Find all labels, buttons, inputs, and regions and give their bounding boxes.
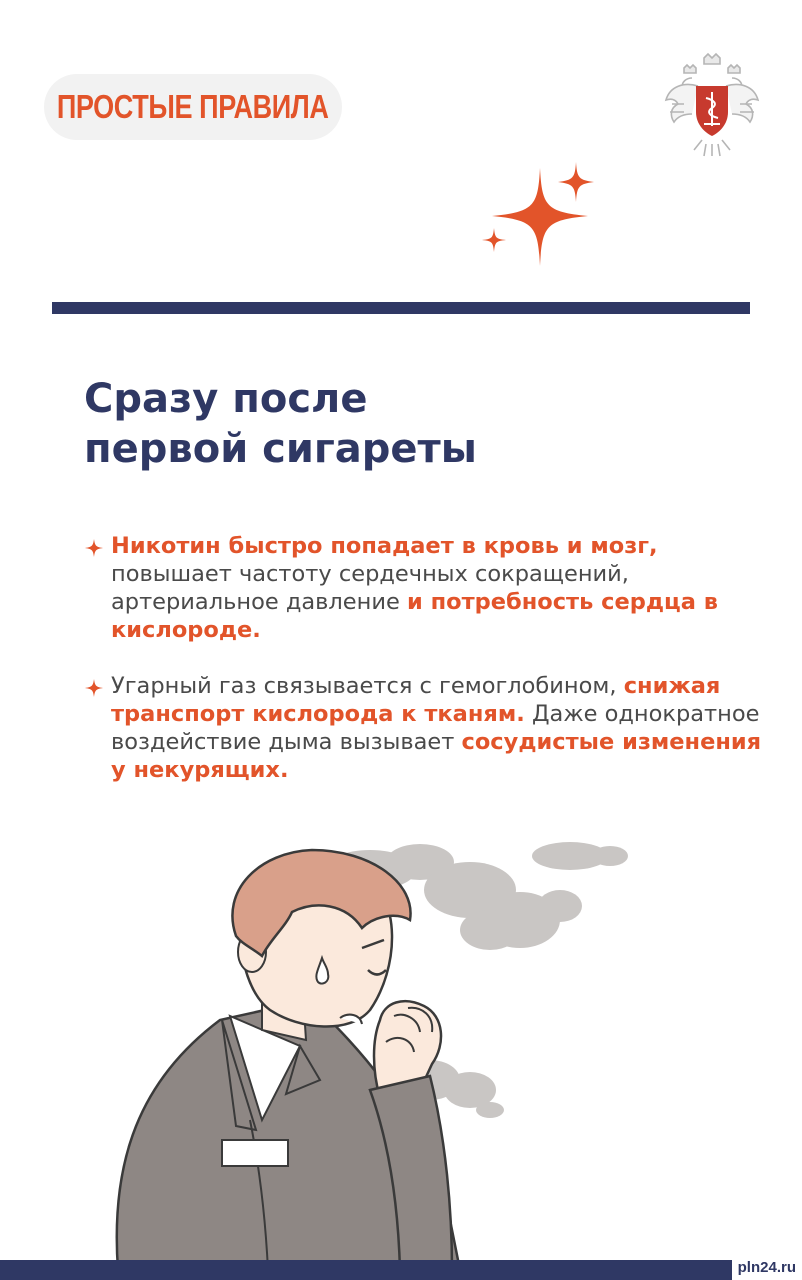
ministry-emblem-icon: [662, 52, 762, 158]
list-item: [84, 672, 764, 784]
highlight-text: Никотин быстро попадает в кровь и мозг,: [111, 533, 658, 559]
highlight-text: снижая транспорт кислорода к тканям.: [111, 673, 721, 727]
category-badge: [44, 74, 342, 140]
list-item-text: [111, 532, 764, 644]
list-item-text: [111, 672, 764, 784]
coughing-man-illustration: [0, 820, 802, 1280]
highlight-text: и потребность сердца в кислороде.: [111, 589, 718, 643]
title-line-2: первой сигареты: [84, 426, 477, 472]
badge-label: ПРОСТЫЕ ПРАВИЛА: [57, 88, 329, 125]
header-divider: [52, 302, 750, 314]
sparkle-icon: [476, 160, 606, 272]
plus-bullet-icon: [84, 538, 104, 558]
plain-text: повышает частоту сердечных сокращений, артериальное давление: [111, 561, 629, 615]
watermark: pln24.ru: [732, 1256, 802, 1280]
title-line-1: Сразу после: [84, 376, 368, 422]
page-title: [84, 374, 704, 474]
plain-text: Угарный газ связывается с гемоглобином,: [111, 673, 624, 699]
plus-bullet-icon: [84, 678, 104, 698]
list-item: [84, 532, 764, 644]
highlight-text: сосудистые изменения у некурящих.: [111, 729, 762, 783]
footer-bar: [0, 1260, 802, 1280]
plain-text: Даже однократное воздействие дыма вызывает: [111, 701, 760, 755]
